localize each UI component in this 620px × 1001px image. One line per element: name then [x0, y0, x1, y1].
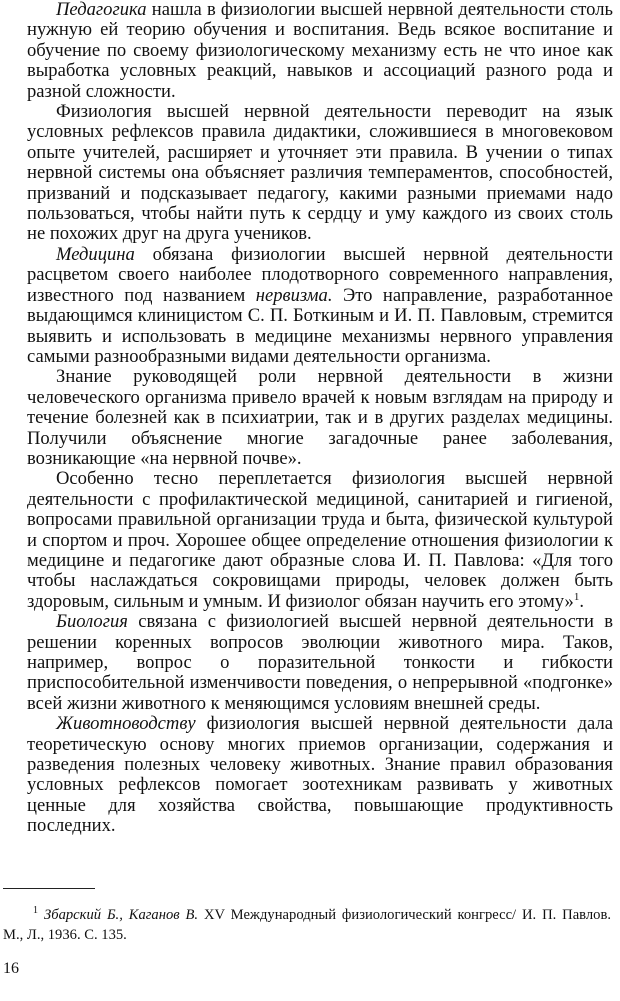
lead-term-livestock: Животноводству [56, 713, 196, 735]
footnote-authors: Збарский Б., Каганов В. [44, 907, 199, 923]
footnote-mark: 1 [33, 905, 38, 917]
page-number: 16 [3, 960, 19, 977]
paragraph-psychiatry [27, 367, 613, 469]
lead-term-pedagogy: Педагогика [56, 0, 147, 20]
paragraph-text: Знание руководящей роли нервной деятельности в жизни человеческого организма привело врачей к новым взглядам на природу и течение болезней как в психиатрии, так и в других разделах медицины. Получили объяснение многие загадочные ранее заболевания, возникающие «на нервной почве». [27, 366, 613, 469]
footnote-text: XV Международный физиологический конгресс/ И. П. Павлов. М., Л., 1936. С. 135. [3, 907, 611, 943]
paragraph-text: Это направление, разработанное выдающимся клиницистом С. П. Боткиным и И. П. Павловым, стремится выявить и использовать в медицине механизмы нервного управления самыми разнообразными видами деятельности организма. [27, 284, 614, 367]
lead-term-medicine: Медицина [56, 243, 135, 265]
paragraph-text: нашла в физиологии высшей нервной деятельности столь нужную ей теорию обучения и воспитания. Ведь всякое воспитание и обучение по своему физиологическому механизму есть не что иное как выработка условных реакций, навыков и ассоциаций разного рода и разной сложности. [27, 0, 613, 102]
paragraph-text: Особенно тесно переплетается физиология высшей нервной деятельности с профилактической медициной, санитарией и гигиеной, вопросами правильной организации труда и быта, физической культурой и спортом и проч. Хорошее общее определение отношения физиологии к медицине и педагогике дают образные слова И. П. Павлова: «Для того чтобы наслаждаться сокровищами природы, человек должен быть здоровым, сильным и умным. И физиолог обязан научить его этому» [27, 468, 613, 612]
paragraph-text: связана с физиологией высшей нервной деятельности в решении коренных вопросов эволюции животного мира. Таков, например, вопрос о поразительной тонкости и гибкости приспособительной изменчивости поведения, о непрерывной «подгонке» всей жизни животного к меняющимся условиям внешней среды. [27, 611, 613, 714]
paragraph-text: Физиология высшей нервной деятельности переводит на язык условных рефлексов правила дидактики, сложившиеся в многовековом опыте учителей, расширяет и уточняет эти правила. В учении о типах нервной системы она объясняет различия темпераментов, способностей, призваний и подсказывает педагогу, какими разными приемами надо пользоваться, чтобы найти путь к сердцу и уму каждого из своих столь не похожих друг на друга учеников. [27, 101, 613, 245]
emphasis-nervism: нервизма. [255, 284, 333, 306]
paragraph-text: . [579, 590, 585, 612]
paragraph-prophylaxis [27, 469, 613, 612]
paragraph-didactics [27, 102, 613, 245]
paragraph-livestock [27, 714, 613, 836]
footnote-divider [3, 888, 95, 889]
footnote-reference[interactable]: 1 [573, 590, 580, 603]
main-text [27, 0, 613, 837]
paragraph-medicine [27, 245, 613, 367]
lead-term-biology: Биология [56, 611, 128, 633]
paragraph-pedagogy [27, 0, 613, 102]
paragraph-text: обязана физиологии высшей нервной деятельности расцветом своего наиболее плодотворного современного направления, известного под названием [27, 243, 613, 306]
paragraph-text: физиология высшей нервной деятельности дала теоретическую основу многих приемов организации, содержания и разведения полезных человеку животных. Знание правил образования условных рефлексов помогает зоотехникам развивать у животных ценные для хозяйства свойства, повышающие продуктивность последних. [27, 713, 613, 837]
footnote [3, 905, 611, 945]
paragraph-biology [27, 612, 613, 714]
